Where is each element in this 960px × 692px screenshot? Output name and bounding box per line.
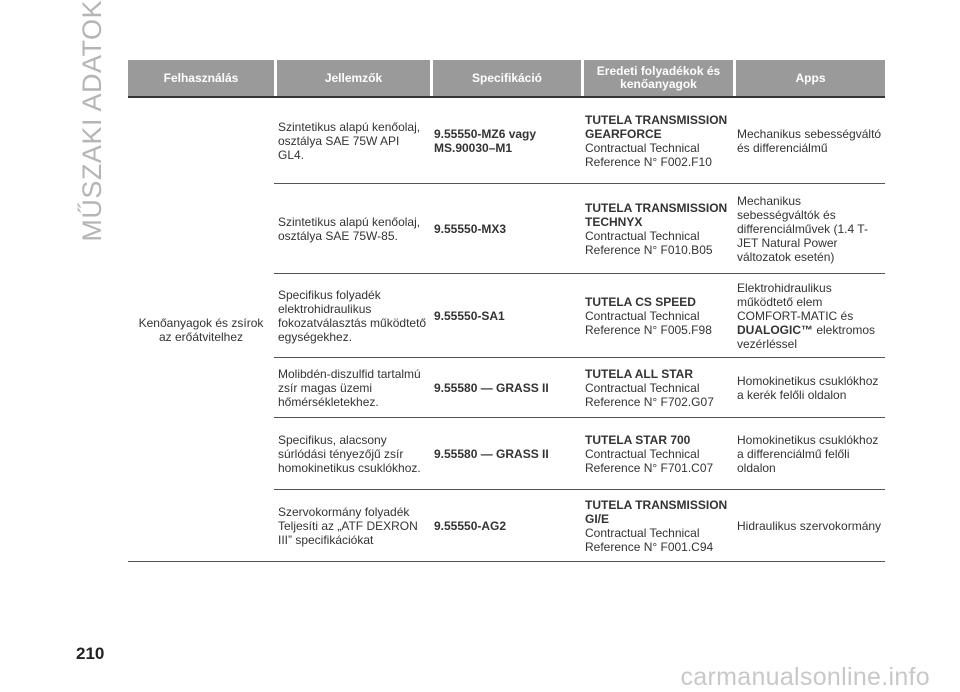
product-reference: Contractual Technical Reference N° F702.G07	[585, 380, 714, 409]
row-product	[581, 274, 733, 358]
row-apps	[733, 98, 885, 184]
header-apps: Apps	[733, 60, 885, 96]
row-jellemzok: Szintetikus alapú kenőolaj, osztálya SAE 75W-85.	[274, 184, 430, 274]
product-reference: Contractual Technical Reference N° F701.C07	[585, 446, 714, 475]
product-name: TUTELA STAR 700	[585, 432, 691, 447]
apps-text-after: elektromos vezérléssel	[737, 322, 876, 351]
row-spec	[430, 184, 581, 274]
row-jellemzok: Specifikus, alacsony súrlódási tényezőjű zsír homokinetikus csuklókhoz.	[274, 418, 430, 490]
product-reference: Contractual Technical Reference N° F002.F10	[585, 140, 712, 169]
row-product	[581, 184, 733, 274]
product-name: TUTELA TRANSMISSION GEARFORCE	[585, 112, 728, 141]
row-spec	[430, 418, 581, 490]
row-apps	[733, 358, 885, 418]
row-spec	[430, 490, 581, 562]
spec-code: 9.55550-MZ6 vagy MS.90030–M1	[434, 126, 537, 155]
product-reference: Contractual Technical Reference N° F001.C94	[585, 525, 714, 554]
spec-code: 9.55580 — GRASS II	[434, 380, 549, 395]
row-spec	[430, 98, 581, 184]
row-spec	[430, 358, 581, 418]
apps-text: Elektrohidraulikus működtető elem COMFORT-MATIC és	[737, 280, 854, 323]
apps-emphasis: DUALOGIC™	[737, 322, 813, 337]
lubricant-spec-table	[128, 60, 885, 562]
apps-text: Mechanikus sebességváltó és differenciálmű	[737, 126, 882, 155]
apps-text: Mechanikus sebességváltók és differenciálművek (1.4 T-JET Natural Power változatok esetén)	[737, 193, 868, 264]
header-specifikacio: Specifikáció	[430, 60, 581, 96]
spec-code: 9.55550-AG2	[434, 518, 507, 533]
row-jellemzok: Szervokormány folyadék Teljesíti az „ATF DEXRON III” specifikációkat	[274, 490, 430, 562]
header-jellemzok: Jellemzők	[274, 60, 430, 96]
site-watermark: carmanualsonline.info	[680, 663, 930, 691]
spec-code: 9.55550-SA1	[434, 308, 505, 323]
row-product	[581, 490, 733, 562]
row-apps	[733, 184, 885, 274]
row-jellemzok: Specifikus folyadék elektrohidraulikus fokozatválasztás működtető egységekhez.	[274, 274, 430, 358]
category-cell: Kenőanyagok és zsírok az erőátvitelhez	[128, 98, 274, 562]
header-felhasznalas: Felhasználás	[128, 60, 274, 96]
table-header	[128, 60, 885, 98]
table-row	[128, 98, 885, 184]
header-eredeti-folyadekok: Eredeti folyadékok és kenőanyagok	[581, 60, 733, 96]
row-jellemzok: Szintetikus alapú kenőolaj, osztálya SAE 75W API GL4.	[274, 98, 430, 184]
row-apps	[733, 418, 885, 490]
row-product	[581, 98, 733, 184]
spec-code: 9.55550-MX3	[434, 221, 507, 236]
row-apps	[733, 274, 885, 358]
product-name: TUTELA TRANSMISSION TECHNYX	[585, 200, 728, 229]
row-spec	[430, 274, 581, 358]
apps-text: Homokinetikus csuklókhoz a differenciálmű felőli oldalon	[737, 432, 879, 475]
product-name: TUTELA TRANSMISSION GI/E	[585, 497, 728, 526]
row-apps	[733, 490, 885, 562]
apps-text: Homokinetikus csuklókhoz a kerék felőli oldalon	[737, 373, 879, 402]
page-number: 210	[76, 644, 105, 663]
section-title-text: MŰSZAKI ADATOK	[76, 0, 107, 242]
row-product	[581, 418, 733, 490]
row-product	[581, 358, 733, 418]
product-reference: Contractual Technical Reference N° F010.B05	[585, 228, 713, 257]
apps-text: Hidraulikus szervokormány	[737, 518, 882, 533]
product-name: TUTELA ALL STAR	[585, 366, 693, 381]
row-jellemzok: Molibdén-diszulfid tartalmú zsír magas üzemi hőmérsékletekhez.	[274, 358, 430, 418]
section-side-title	[72, 0, 112, 242]
spec-code: 9.55580 — GRASS II	[434, 446, 549, 461]
product-name: TUTELA CS SPEED	[585, 294, 696, 309]
product-reference: Contractual Technical Reference N° F005.F98	[585, 308, 712, 337]
